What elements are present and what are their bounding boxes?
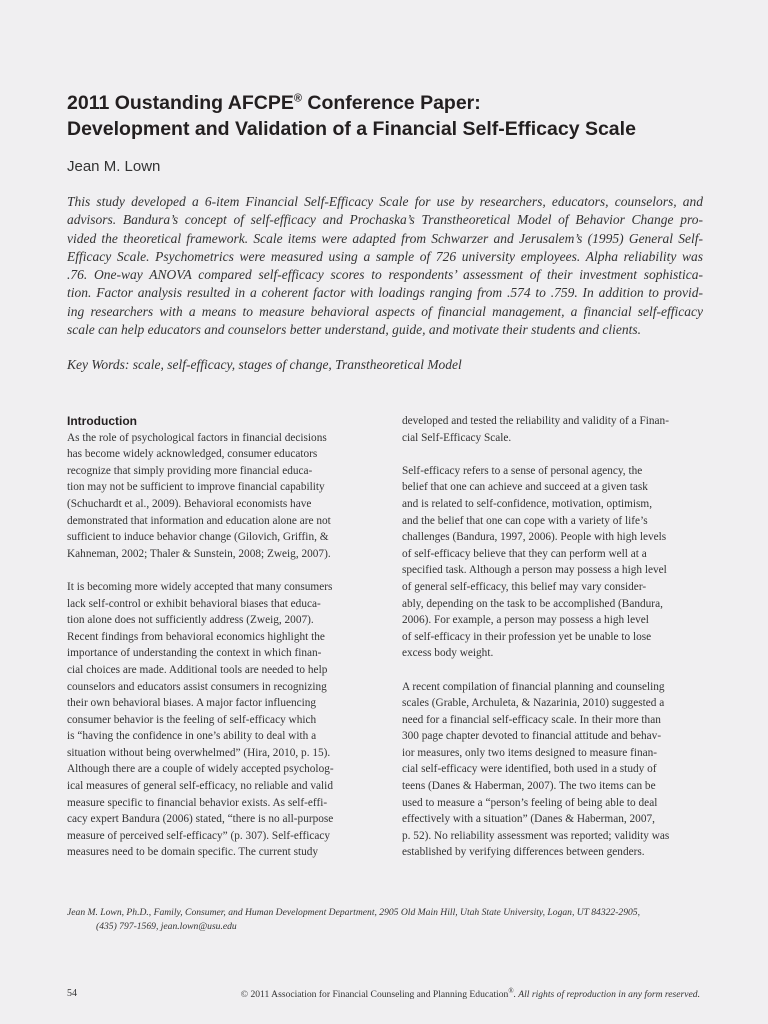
body-line: established by verifying differences between genders. xyxy=(402,846,645,859)
body-line: is “having the confidence in one’s ability to deal with a xyxy=(67,730,317,743)
body-line: As the role of psychological factors in financial decisions xyxy=(67,431,327,444)
body-line: demonstrated that information and education alone are not xyxy=(67,514,331,527)
body-line: teens (Danes & Haberman, 2007). The two items can be xyxy=(402,780,656,793)
abstract-line: vided the theoretical framework. Scale items were adapted from Schwarzer and Jerusalem’s (1995) General Self- xyxy=(67,230,703,246)
body-line: cacy expert Bandura (2006) stated, “there is no all-purpose xyxy=(67,813,334,826)
paragraph xyxy=(402,679,700,862)
key-words: Key Words: scale, self-efficacy, stages of change, Transtheoretical Model xyxy=(67,357,462,372)
paragraph xyxy=(67,579,363,861)
abstract-line: This study developed a 6-item Financial Self-Efficacy Scale for use by researchers, educators, counselors, and xyxy=(67,194,703,209)
paper-title xyxy=(67,90,727,142)
body-line: of self-efficacy believe that they can perform well at a xyxy=(402,547,647,560)
abstract xyxy=(67,193,703,339)
paragraph xyxy=(402,463,700,662)
abstract-line: Efficacy Scale. Psychometrics were measured using a sample of 726 university employees. Alpha reliability was xyxy=(67,248,703,264)
body-column-left xyxy=(67,413,363,861)
abstract-line: tion. Factor analysis resulted in a coherent factor with loadings ranging from .574 to .759. In addition to provid- xyxy=(67,285,703,301)
body-line: 2006). For example, a person may possess a high level xyxy=(402,614,649,627)
footnote-line: Jean M. Lown, Ph.D., Family, Consumer, and Human Development Department, 2905 Old Main Hill, Utah State University, Logan, UT 84322-2905, xyxy=(67,907,641,918)
footnote-line: (435) 797-1569, jean.lown@usu.edu xyxy=(96,920,237,932)
body-line: has become widely acknowledged, consumer educators xyxy=(67,448,318,461)
body-line: Self-efficacy refers to a sense of personal agency, the xyxy=(402,464,643,477)
body-line: p. 52). No reliability assessment was reported; validity was xyxy=(402,829,670,842)
body-line: measures need to be domain specific. The current study xyxy=(67,846,319,859)
body-line: It is becoming more widely accepted that many consumers xyxy=(67,580,333,593)
paragraph xyxy=(67,430,363,563)
body-line: used to measure a “person’s feeling of being able to deal xyxy=(402,796,658,809)
title-line-2: Development and Validation of a Financial Self-Efficacy Scale xyxy=(67,118,636,140)
body-line: cial Self-Efficacy Scale. xyxy=(402,431,512,444)
abstract-line: ing researchers with a means to measure behavioral aspects of financial management, a financial self-efficacy xyxy=(67,303,703,319)
body-line: and is related to self-confidence, motivation, optimism, xyxy=(402,497,653,510)
body-line: measure specific to financial behavior exists. As self-effi- xyxy=(67,796,328,809)
author-footnote xyxy=(67,906,707,933)
abstract-line: .76. One-way ANOVA compared self-efficacy scores to respondents’ assessment of their investment sophistica- xyxy=(67,267,703,283)
body-line: of self-efficacy in their profession yet be unable to lose xyxy=(402,630,652,643)
body-line: 300 page chapter devoted to financial attitude and behav- xyxy=(402,730,662,743)
body-line: specified task. Although a person may possess a high level xyxy=(402,564,667,577)
section-heading-introduction: Introduction xyxy=(67,414,137,428)
author-name: Jean M. Lown xyxy=(67,158,161,175)
body-line: Although there are a couple of widely accepted psycholog- xyxy=(67,763,334,776)
body-line: of general self-efficacy, this belief may vary consider- xyxy=(402,580,647,593)
body-line: sufficient to induce behavior change (Gilovich, Griffin, & xyxy=(67,531,329,544)
page-number: 54 xyxy=(67,988,77,999)
body-line: lack self-control or exhibit behavioral biases that educa- xyxy=(67,597,321,610)
registered-mark: ® xyxy=(293,92,302,105)
body-line: tion alone does not sufficiently address (Zweig, 2007). xyxy=(67,614,314,627)
body-line: tion may not be sufficient to improve financial capability xyxy=(67,481,325,494)
paragraph-gap xyxy=(402,446,700,463)
body-line: consumer behavior is the feeling of self-efficacy which xyxy=(67,713,317,726)
body-line: ical measures of general self-efficacy, no reliable and valid xyxy=(67,780,333,793)
body-line: counselors and educators assist consumers in recognizing xyxy=(67,680,327,693)
body-line: ior measures, only two items designed to measure finan- xyxy=(402,746,658,759)
paragraph-gap xyxy=(402,662,700,679)
paragraph-gap xyxy=(67,562,363,579)
body-line: effectively with a situation” (Danes & Haberman, 2007, xyxy=(402,813,655,826)
body-line: developed and tested the reliability and validity of a Finan- xyxy=(402,415,669,427)
body-line: cial self-efficacy were identified, both used in a study of xyxy=(402,763,657,776)
body-line: and the belief that one can cope with a variety of life’s xyxy=(402,514,648,527)
body-line: recognize that simply providing more financial educa- xyxy=(67,464,313,477)
body-line: (Schuchardt et al., 2009). Behavioral economists have xyxy=(67,497,312,510)
body-line: importance of understanding the context in which finan- xyxy=(67,647,322,660)
abstract-line: scale can help educators and counselors better understand, guide, and motivate their students and clients. xyxy=(67,322,642,338)
paragraph xyxy=(402,413,700,446)
body-line: their own behavioral biases. A major factor influencing xyxy=(67,697,317,710)
body-line: A recent compilation of financial planning and counseling xyxy=(402,680,665,693)
body-line: Recent findings from behavioral economics highlight the xyxy=(67,630,325,643)
registered-mark: ® xyxy=(508,986,514,995)
body-line: measure of perceived self-efficacy” (p. 307). Self-efficacy xyxy=(67,829,331,842)
body-line: challenges (Bandura, 1997, 2006). People with high levels xyxy=(402,531,667,544)
body-line: scales (Grable, Archuleta, & Nazarinia, 2010) suggested a xyxy=(402,697,665,710)
body-line: belief that one can achieve and succeed at a given task xyxy=(402,481,648,494)
body-line: Kahneman, 2002; Thaler & Sunstein, 2008; Zweig, 2007). xyxy=(67,547,331,560)
body-column-right xyxy=(402,413,700,861)
copyright-notice: © 2011 Association for Financial Counseling and Planning Education®. All rights of reproduction in any form reserved. xyxy=(240,986,700,1000)
abstract-line: advisors. Bandura’s concept of self-efficacy and Prochaska’s Transtheoretical Model of Behavior Change pro- xyxy=(67,212,703,228)
body-line: cial choices are made. Additional tools are needed to help xyxy=(67,663,328,676)
title-line-1: 2011 Oustanding AFCPE® Conference Paper: xyxy=(67,92,481,114)
body-line: ably, depending on the task to be accomplished (Bandura, xyxy=(402,597,663,610)
body-line: situation without being overwhelmed” (Hira, 2010, p. 15). xyxy=(67,746,331,759)
body-line: need for a financial self-efficacy scale. In their more than xyxy=(402,713,661,726)
body-line: excess body weight. xyxy=(402,647,494,660)
